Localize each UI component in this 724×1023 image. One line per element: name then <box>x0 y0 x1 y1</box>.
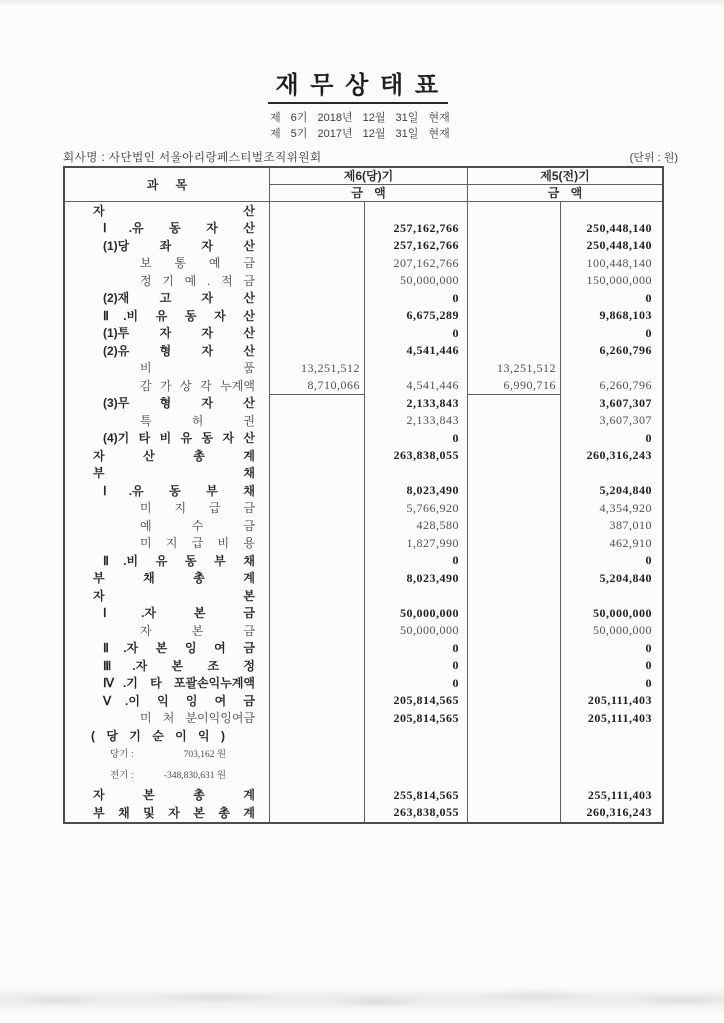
table-row <box>65 447 662 465</box>
current-total-amount: 8,023,490 <box>364 570 467 588</box>
account-label: 자 산 <box>93 203 255 218</box>
prior-sub-amount <box>467 675 560 693</box>
current-sub-amount <box>269 587 364 605</box>
account-cell <box>65 535 269 553</box>
account-cell <box>65 325 269 343</box>
current-total-amount: 205,814,565 <box>364 692 467 710</box>
account-label: 자 본 금 <box>140 623 255 638</box>
table-row <box>65 657 662 675</box>
account-label: 감 가 상 각 누계액 <box>140 378 255 393</box>
prior-sub-amount <box>467 255 560 273</box>
prior-sub-amount <box>467 640 560 658</box>
account-cell <box>65 272 269 290</box>
account-label: 특 허 권 <box>140 413 255 428</box>
table-row <box>65 377 662 395</box>
account-cell <box>65 640 269 658</box>
table-row <box>65 587 662 605</box>
account-cell <box>65 675 269 693</box>
current-total-amount <box>364 587 467 605</box>
prior-sub-amount <box>467 500 560 518</box>
account-label: 미 처 분이익잉여금 <box>140 711 255 726</box>
current-total-amount: 207,162,766 <box>364 255 467 273</box>
account-label: Ⅴ.이 익 잉 여 금 <box>103 693 255 708</box>
prior-sub-amount <box>467 430 560 448</box>
current-total-amount <box>364 202 467 220</box>
scan-artifact-bottom <box>0 986 724 1012</box>
current-sub-amount: 13,251,512 <box>269 360 364 378</box>
prior-sub-amount: 13,251,512 <box>467 360 560 378</box>
current-total-amount <box>364 360 467 378</box>
prior-sub-amount <box>467 220 560 238</box>
prior-total-amount: 150,000,000 <box>560 272 662 290</box>
prior-total-amount: 205,111,403 <box>560 692 662 710</box>
report-date-prior: 제 5기 2017년 12월 31일 현재 <box>270 127 450 140</box>
account-cell <box>65 290 269 308</box>
prior-sub-amount <box>467 412 560 430</box>
prior-total-amount: 0 <box>560 430 662 448</box>
prior-sub-amount <box>467 517 560 535</box>
table-row <box>65 766 662 787</box>
title-block <box>268 72 448 104</box>
prior-total-amount <box>560 727 662 745</box>
prior-total-amount: 462,910 <box>560 535 662 553</box>
prior-total-amount: 0 <box>560 552 662 570</box>
prior-sub-amount <box>467 272 560 290</box>
account-label: Ⅳ.기 타 포괄손익누계액 <box>103 676 255 691</box>
current-sub-amount <box>269 657 364 675</box>
balance-sheet-table <box>63 166 664 824</box>
current-total-amount <box>364 465 467 483</box>
prior-total-amount: 0 <box>560 290 662 308</box>
header-period-current: 제6(당)기 <box>269 168 467 185</box>
prior-total-amount <box>560 202 662 220</box>
account-cell <box>65 500 269 518</box>
account-label: (2)재 고 자 산 <box>103 291 255 306</box>
current-sub-amount <box>269 675 364 693</box>
account-cell <box>65 692 269 710</box>
account-label: Ⅱ.자 본 잉 여 금 <box>103 641 255 656</box>
prior-total-amount <box>560 766 662 787</box>
prior-sub-amount <box>467 465 560 483</box>
table-row <box>65 202 662 220</box>
current-sub-amount <box>269 605 364 623</box>
account-cell <box>65 727 269 745</box>
current-sub-amount <box>269 804 364 822</box>
prior-sub-amount <box>467 727 560 745</box>
current-sub-amount <box>269 766 364 787</box>
current-sub-amount <box>269 447 364 465</box>
account-cell <box>65 237 269 255</box>
current-sub-amount <box>269 342 364 360</box>
table-row <box>65 787 662 805</box>
current-sub-amount <box>269 465 364 483</box>
table-row <box>65 570 662 588</box>
account-cell <box>65 517 269 535</box>
account-label: 당기 : 703,162 원 <box>110 749 226 760</box>
table-row <box>65 395 662 413</box>
prior-sub-amount <box>467 787 560 805</box>
current-total-amount: 4,541,446 <box>364 377 467 395</box>
prior-sub-amount <box>467 342 560 360</box>
prior-sub-amount <box>467 307 560 325</box>
meta-row <box>63 148 678 165</box>
current-total-amount: 0 <box>364 657 467 675</box>
account-cell <box>65 447 269 465</box>
current-sub-amount <box>269 290 364 308</box>
current-total-amount <box>364 766 467 787</box>
current-sub-amount <box>269 787 364 805</box>
prior-total-amount: 3,607,307 <box>560 412 662 430</box>
current-sub-amount: 8,710,066 <box>269 377 364 395</box>
table-row <box>65 360 662 378</box>
prior-total-amount <box>560 465 662 483</box>
prior-total-amount: 250,448,140 <box>560 237 662 255</box>
table-row <box>65 220 662 238</box>
current-sub-amount <box>269 517 364 535</box>
table-row <box>65 430 662 448</box>
account-label: (3)무 형 자 산 <box>103 396 255 411</box>
prior-sub-amount <box>467 622 560 640</box>
prior-sub-amount <box>467 552 560 570</box>
table-row <box>65 290 662 308</box>
current-sub-amount <box>269 307 364 325</box>
current-total-amount: 257,162,766 <box>364 220 467 238</box>
prior-total-amount: 0 <box>560 325 662 343</box>
current-total-amount: 263,838,055 <box>364 804 467 822</box>
account-cell <box>65 430 269 448</box>
account-label: ( 당 기 순 이 익 ) <box>91 728 225 743</box>
account-label: Ⅱ.비 유 동 부 채 <box>103 553 255 568</box>
table-header <box>65 168 662 202</box>
account-label: 보 통 예 금 <box>140 256 255 271</box>
current-total-amount: 428,580 <box>364 517 467 535</box>
account-cell <box>65 766 269 787</box>
account-label: 미 지 급 비 용 <box>140 536 255 551</box>
table-row <box>65 675 662 693</box>
prior-sub-amount: 6,990,716 <box>467 377 560 395</box>
current-sub-amount <box>269 535 364 553</box>
prior-total-amount: 255,111,403 <box>560 787 662 805</box>
account-label: 미 지 급 금 <box>140 501 255 516</box>
current-total-amount: 2,133,843 <box>364 412 467 430</box>
prior-total-amount <box>560 745 662 766</box>
account-label: (1)당 좌 자 산 <box>103 238 255 253</box>
account-label: 부 채 <box>93 466 255 481</box>
table-row <box>65 552 662 570</box>
current-total-amount: 255,814,565 <box>364 787 467 805</box>
current-sub-amount <box>269 202 364 220</box>
table-row <box>65 622 662 640</box>
prior-total-amount: 6,260,796 <box>560 342 662 360</box>
table-row <box>65 727 662 745</box>
header-period-prior: 제5(전)기 <box>467 168 662 185</box>
prior-sub-amount <box>467 710 560 728</box>
current-sub-amount <box>269 482 364 500</box>
table-row <box>65 500 662 518</box>
table-row <box>65 517 662 535</box>
current-total-amount: 1,827,990 <box>364 535 467 553</box>
account-cell <box>65 657 269 675</box>
account-cell <box>65 412 269 430</box>
prior-total-amount: 9,868,103 <box>560 307 662 325</box>
current-total-amount: 0 <box>364 290 467 308</box>
current-sub-amount <box>269 745 364 766</box>
current-total-amount <box>364 727 467 745</box>
header-amount-current: 금 액 <box>269 185 467 202</box>
account-cell <box>65 570 269 588</box>
prior-sub-amount <box>467 325 560 343</box>
header-amount-prior: 금 액 <box>467 185 662 202</box>
table-row <box>65 237 662 255</box>
prior-sub-amount <box>467 290 560 308</box>
current-total-amount: 50,000,000 <box>364 622 467 640</box>
account-cell <box>65 395 269 413</box>
account-label: 비 품 <box>140 361 255 376</box>
table-row <box>65 692 662 710</box>
account-label: Ⅰ.자 본 금 <box>103 606 255 621</box>
current-total-amount: 8,023,490 <box>364 482 467 500</box>
current-total-amount: 5,766,920 <box>364 500 467 518</box>
current-sub-amount <box>269 255 364 273</box>
account-label: 부 채 및 자 본 총 계 <box>93 805 255 820</box>
table-row <box>65 307 662 325</box>
table-row <box>65 804 662 822</box>
table-row <box>65 605 662 623</box>
table-row <box>65 710 662 728</box>
table-row <box>65 272 662 290</box>
account-cell <box>65 804 269 822</box>
account-label: Ⅰ.유 동 부 채 <box>103 483 255 498</box>
prior-sub-amount <box>467 447 560 465</box>
current-sub-amount <box>269 710 364 728</box>
prior-sub-amount <box>467 605 560 623</box>
prior-sub-amount <box>467 202 560 220</box>
account-label: 부 채 총 계 <box>93 571 255 586</box>
current-total-amount <box>364 745 467 766</box>
account-cell <box>65 605 269 623</box>
prior-total-amount: 260,316,243 <box>560 804 662 822</box>
current-total-amount: 4,541,446 <box>364 342 467 360</box>
account-cell <box>65 377 269 395</box>
prior-total-amount: 0 <box>560 640 662 658</box>
prior-total-amount: 260,316,243 <box>560 447 662 465</box>
current-sub-amount <box>269 552 364 570</box>
account-label: Ⅱ.비 유 동 자 산 <box>103 308 255 323</box>
current-total-amount: 50,000,000 <box>364 272 467 290</box>
prior-sub-amount <box>467 395 560 413</box>
prior-total-amount: 387,010 <box>560 517 662 535</box>
account-cell <box>65 622 269 640</box>
current-sub-amount <box>269 692 364 710</box>
prior-total-amount: 50,000,000 <box>560 622 662 640</box>
document-title: 재 무 상 태 표 <box>275 72 441 99</box>
current-total-amount: 0 <box>364 640 467 658</box>
account-label: Ⅰ.유 동 자 산 <box>103 221 255 236</box>
account-label: Ⅲ.자 본 조 정 <box>103 658 255 673</box>
current-sub-amount <box>269 727 364 745</box>
current-sub-amount <box>269 622 364 640</box>
account-label: 전기 : -348,830,631 원 <box>110 770 226 781</box>
account-cell <box>65 342 269 360</box>
prior-total-amount <box>560 360 662 378</box>
account-label: 정 기 예 . 적 금 <box>140 273 255 288</box>
prior-total-amount <box>560 587 662 605</box>
current-total-amount: 0 <box>364 675 467 693</box>
current-sub-amount <box>269 640 364 658</box>
prior-sub-amount <box>467 804 560 822</box>
account-cell <box>65 710 269 728</box>
table-row <box>65 482 662 500</box>
prior-sub-amount <box>467 237 560 255</box>
prior-sub-amount <box>467 587 560 605</box>
account-label: (1)투 자 자 산 <box>103 326 255 341</box>
table-row <box>65 640 662 658</box>
table-row <box>65 745 662 766</box>
prior-total-amount: 6,260,796 <box>560 377 662 395</box>
current-total-amount: 2,133,843 <box>364 395 467 413</box>
prior-sub-amount <box>467 657 560 675</box>
report-dates <box>270 111 724 142</box>
account-cell <box>65 307 269 325</box>
account-cell <box>65 220 269 238</box>
prior-total-amount: 5,204,840 <box>560 570 662 588</box>
table-row <box>65 342 662 360</box>
current-sub-amount <box>269 237 364 255</box>
account-label: 예 수 금 <box>140 518 255 533</box>
current-total-amount: 50,000,000 <box>364 605 467 623</box>
prior-total-amount: 4,354,920 <box>560 500 662 518</box>
account-label: 자 산 총 계 <box>93 448 255 463</box>
current-total-amount: 0 <box>364 552 467 570</box>
table-row <box>65 325 662 343</box>
current-total-amount: 6,675,289 <box>364 307 467 325</box>
current-total-amount: 205,814,565 <box>364 710 467 728</box>
company-name: 회사명 : 사단법인 서울아리랑페스티벌조직위원회 <box>63 152 322 164</box>
prior-total-amount: 0 <box>560 657 662 675</box>
current-sub-amount <box>269 272 364 290</box>
account-label: 자 본 <box>93 588 255 603</box>
prior-sub-amount <box>467 570 560 588</box>
prior-total-amount: 3,607,307 <box>560 395 662 413</box>
prior-total-amount: 0 <box>560 675 662 693</box>
table-row <box>65 412 662 430</box>
prior-total-amount: 250,448,140 <box>560 220 662 238</box>
current-sub-amount <box>269 570 364 588</box>
account-cell <box>65 465 269 483</box>
prior-sub-amount <box>467 745 560 766</box>
prior-sub-amount <box>467 692 560 710</box>
prior-sub-amount <box>467 482 560 500</box>
account-cell <box>65 255 269 273</box>
current-total-amount: 263,838,055 <box>364 447 467 465</box>
current-sub-amount <box>269 220 364 238</box>
current-sub-amount <box>269 430 364 448</box>
account-cell <box>65 745 269 766</box>
current-sub-amount <box>269 395 364 413</box>
current-sub-amount <box>269 325 364 343</box>
prior-total-amount: 205,111,403 <box>560 710 662 728</box>
account-cell <box>65 202 269 220</box>
table-row <box>65 535 662 553</box>
current-sub-amount <box>269 500 364 518</box>
header-account-column: 과 목 <box>146 178 188 192</box>
table-row <box>65 465 662 483</box>
prior-total-amount: 100,448,140 <box>560 255 662 273</box>
account-cell <box>65 787 269 805</box>
prior-total-amount: 5,204,840 <box>560 482 662 500</box>
account-label: (2)유 형 자 산 <box>103 343 255 358</box>
account-label: 자 본 총 계 <box>93 788 255 803</box>
account-label: (4)기 타 비 유 동 자 산 <box>103 431 255 446</box>
account-cell <box>65 482 269 500</box>
table-row <box>65 255 662 273</box>
unit-label: (단위 : 원) <box>629 152 678 164</box>
table-body <box>65 202 662 822</box>
prior-sub-amount <box>467 535 560 553</box>
account-cell <box>65 360 269 378</box>
account-cell <box>65 552 269 570</box>
current-total-amount: 0 <box>364 430 467 448</box>
current-sub-amount <box>269 412 364 430</box>
prior-total-amount: 50,000,000 <box>560 605 662 623</box>
current-total-amount: 0 <box>364 325 467 343</box>
account-cell <box>65 587 269 605</box>
report-date-current: 제 6기 2018년 12월 31일 현재 <box>270 112 450 124</box>
scan-artifact-top <box>0 0 724 6</box>
current-total-amount: 257,162,766 <box>364 237 467 255</box>
prior-sub-amount <box>467 766 560 787</box>
